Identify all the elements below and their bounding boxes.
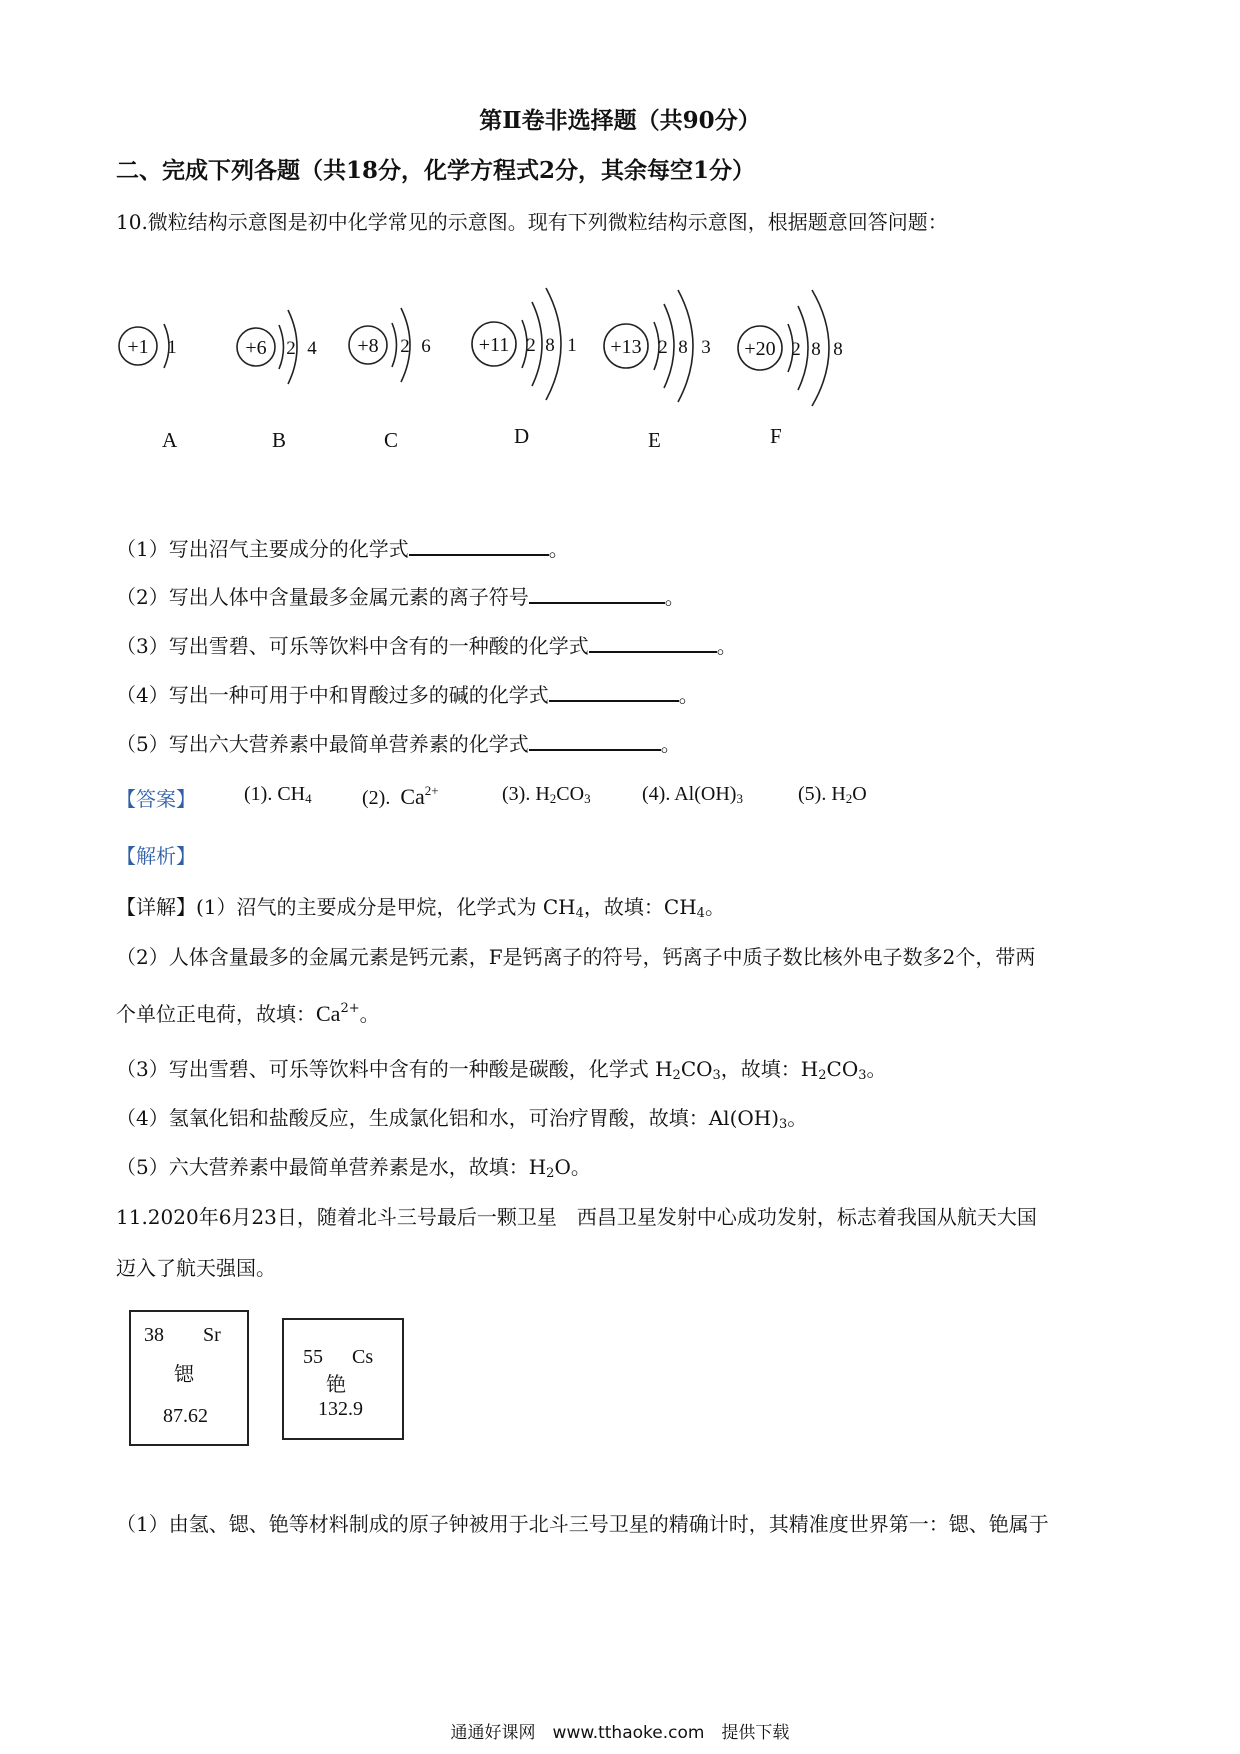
atom-a-shell-1: 1 — [167, 337, 177, 358]
answer-blank-3 — [589, 633, 717, 653]
atom-b-shell-1: 2 — [286, 338, 296, 359]
answer-blank-5 — [529, 731, 661, 751]
sr-atomic-mass: 87.62 — [163, 1405, 208, 1427]
q11-sub-1: （1）由氢、锶、铯等材料制成的原子钟被用于北斗三号卫星的精确计时，其精准度世界第一：锶、铯属于 — [116, 1512, 1049, 1536]
atom-e-shell-1: 2 — [658, 337, 668, 358]
atom-diagram-a — [119, 324, 177, 368]
q10-question-2: （2）写出人体中含量最多金属元素的离子符号 。 — [116, 585, 685, 609]
detail-5: （5）六大营养素中最简单营养素是水，故填：$H_2O$。 — [116, 1155, 591, 1181]
sr-atomic-number: 38 — [144, 1324, 164, 1346]
detail-4: （4）氢氧化铝和盐酸反应，生成氯化铝和水，可治疗胃酸，故填：$Al(OH)_3$。 — [116, 1106, 808, 1132]
q10-question-4: （4）写出一种可用于中和胃酸过多的碱的化学式 。 — [116, 683, 699, 707]
atom-d-shell-2: 8 — [545, 335, 555, 356]
atom-diagram-c — [349, 308, 431, 382]
analysis-tag: 【解析】 — [116, 844, 196, 868]
q10-question-5: （5）写出六大营养素中最简单营养素的化学式 。 — [116, 732, 681, 756]
element-card-cs — [282, 1318, 404, 1440]
detail-2-line-1: （2）人体含量最多的金属元素是钙元素，F是钙离子的符号，钙离子中质子数比核外电子数多2个，带两 — [116, 945, 1036, 969]
detail-3: （3）写出雪碧、可乐等饮料中含有的一种酸是碳酸，化学式 $H_2CO_3$，故填：$H_2CO_3$。 — [116, 1057, 887, 1083]
atom-diagram-e — [604, 290, 711, 402]
section-title: 二、完成下列各题（共18分，化学方程式2分，其余每空1分） — [116, 157, 756, 184]
atom-label-e: E — [648, 428, 661, 452]
atom-structure-diagrams — [116, 250, 876, 420]
answer-4: (4). $Al(OH)_3$ — [642, 783, 743, 806]
atom-label-b: B — [272, 428, 287, 452]
atom-f-nucleus: +20 — [744, 338, 776, 360]
atom-f-shell-2: 8 — [811, 339, 821, 360]
answer-2: (2). $Ca^{2+}$ — [362, 783, 439, 809]
atom-label-d: D — [514, 424, 530, 448]
q11-stem-line-1: 11.2020年6月23日，随着北斗三号最后一颗卫星 西昌卫星发射中心成功发射，标志着我国从航天大国 — [116, 1205, 1037, 1229]
atom-e-nucleus: +13 — [610, 336, 642, 358]
sr-symbol: Sr — [203, 1324, 221, 1346]
sr-name: 锶 — [174, 1362, 194, 1386]
atom-d-shell-3: 1 — [567, 335, 577, 356]
element-card-sr — [129, 1310, 249, 1446]
q10-question-3: （3）写出雪碧、可乐等饮料中含有的一种酸的化学式 。 — [116, 634, 737, 658]
atom-f-shell-1: 2 — [791, 339, 801, 360]
cs-name: 铯 — [326, 1372, 346, 1396]
atom-b-shell-2: 4 — [307, 338, 317, 359]
atom-a-nucleus: +1 — [127, 336, 149, 358]
answer-1: (1). $CH_4$ — [244, 783, 312, 806]
atom-e-shell-2: 8 — [678, 337, 688, 358]
answer-blank-4 — [549, 682, 679, 702]
part-title: 第Ⅱ卷非选择题（共90分） — [479, 107, 761, 134]
atom-label-f: F — [770, 424, 782, 448]
detail-2-line-2: 个单位正电荷，故填：$Ca^{2+}$。 — [116, 1001, 380, 1026]
atom-diagram-b — [237, 310, 317, 384]
detail-1: 【详解】(1）沼气的主要成分是甲烷，化学式为 $CH_4$，故填：$CH_4$。 — [116, 895, 725, 921]
atom-diagram-d — [472, 288, 577, 400]
atom-label-a: A — [162, 428, 178, 452]
atom-f-shell-3: 8 — [833, 339, 843, 360]
answer-blank-1 — [409, 536, 549, 556]
atom-d-nucleus: +11 — [478, 334, 510, 356]
atom-diagram-f — [738, 290, 843, 406]
answer-tag: 【答案】 — [116, 787, 196, 811]
cs-atomic-number: 55 — [303, 1346, 323, 1368]
q10-stem: 10.微粒结构示意图是初中化学常见的示意图。现有下列微粒结构示意图，根据题意回答问题： — [116, 210, 948, 234]
cs-atomic-mass: 132.9 — [318, 1398, 363, 1420]
answer-blank-2 — [529, 584, 665, 604]
atom-e-shell-3: 3 — [701, 337, 711, 358]
atom-c-nucleus: +8 — [357, 335, 379, 357]
atom-c-shell-2: 6 — [421, 336, 431, 357]
atom-label-c: C — [384, 428, 399, 452]
footer-credit: 通通好课网 www.tthaoke.com 提供下载 — [450, 1723, 790, 1743]
atom-b-nucleus: +6 — [245, 337, 267, 359]
atom-c-shell-1: 2 — [400, 336, 410, 357]
q10-question-1: （1）写出沼气主要成分的化学式 。 — [116, 537, 569, 561]
q11-stem-line-2: 迈入了航天强国。 — [116, 1256, 276, 1280]
atom-d-shell-1: 2 — [526, 335, 536, 356]
cs-symbol: Cs — [352, 1346, 374, 1368]
answer-5: (5). $H_2O$ — [798, 783, 867, 806]
answer-3: (3). $H_2CO_3$ — [502, 783, 591, 806]
